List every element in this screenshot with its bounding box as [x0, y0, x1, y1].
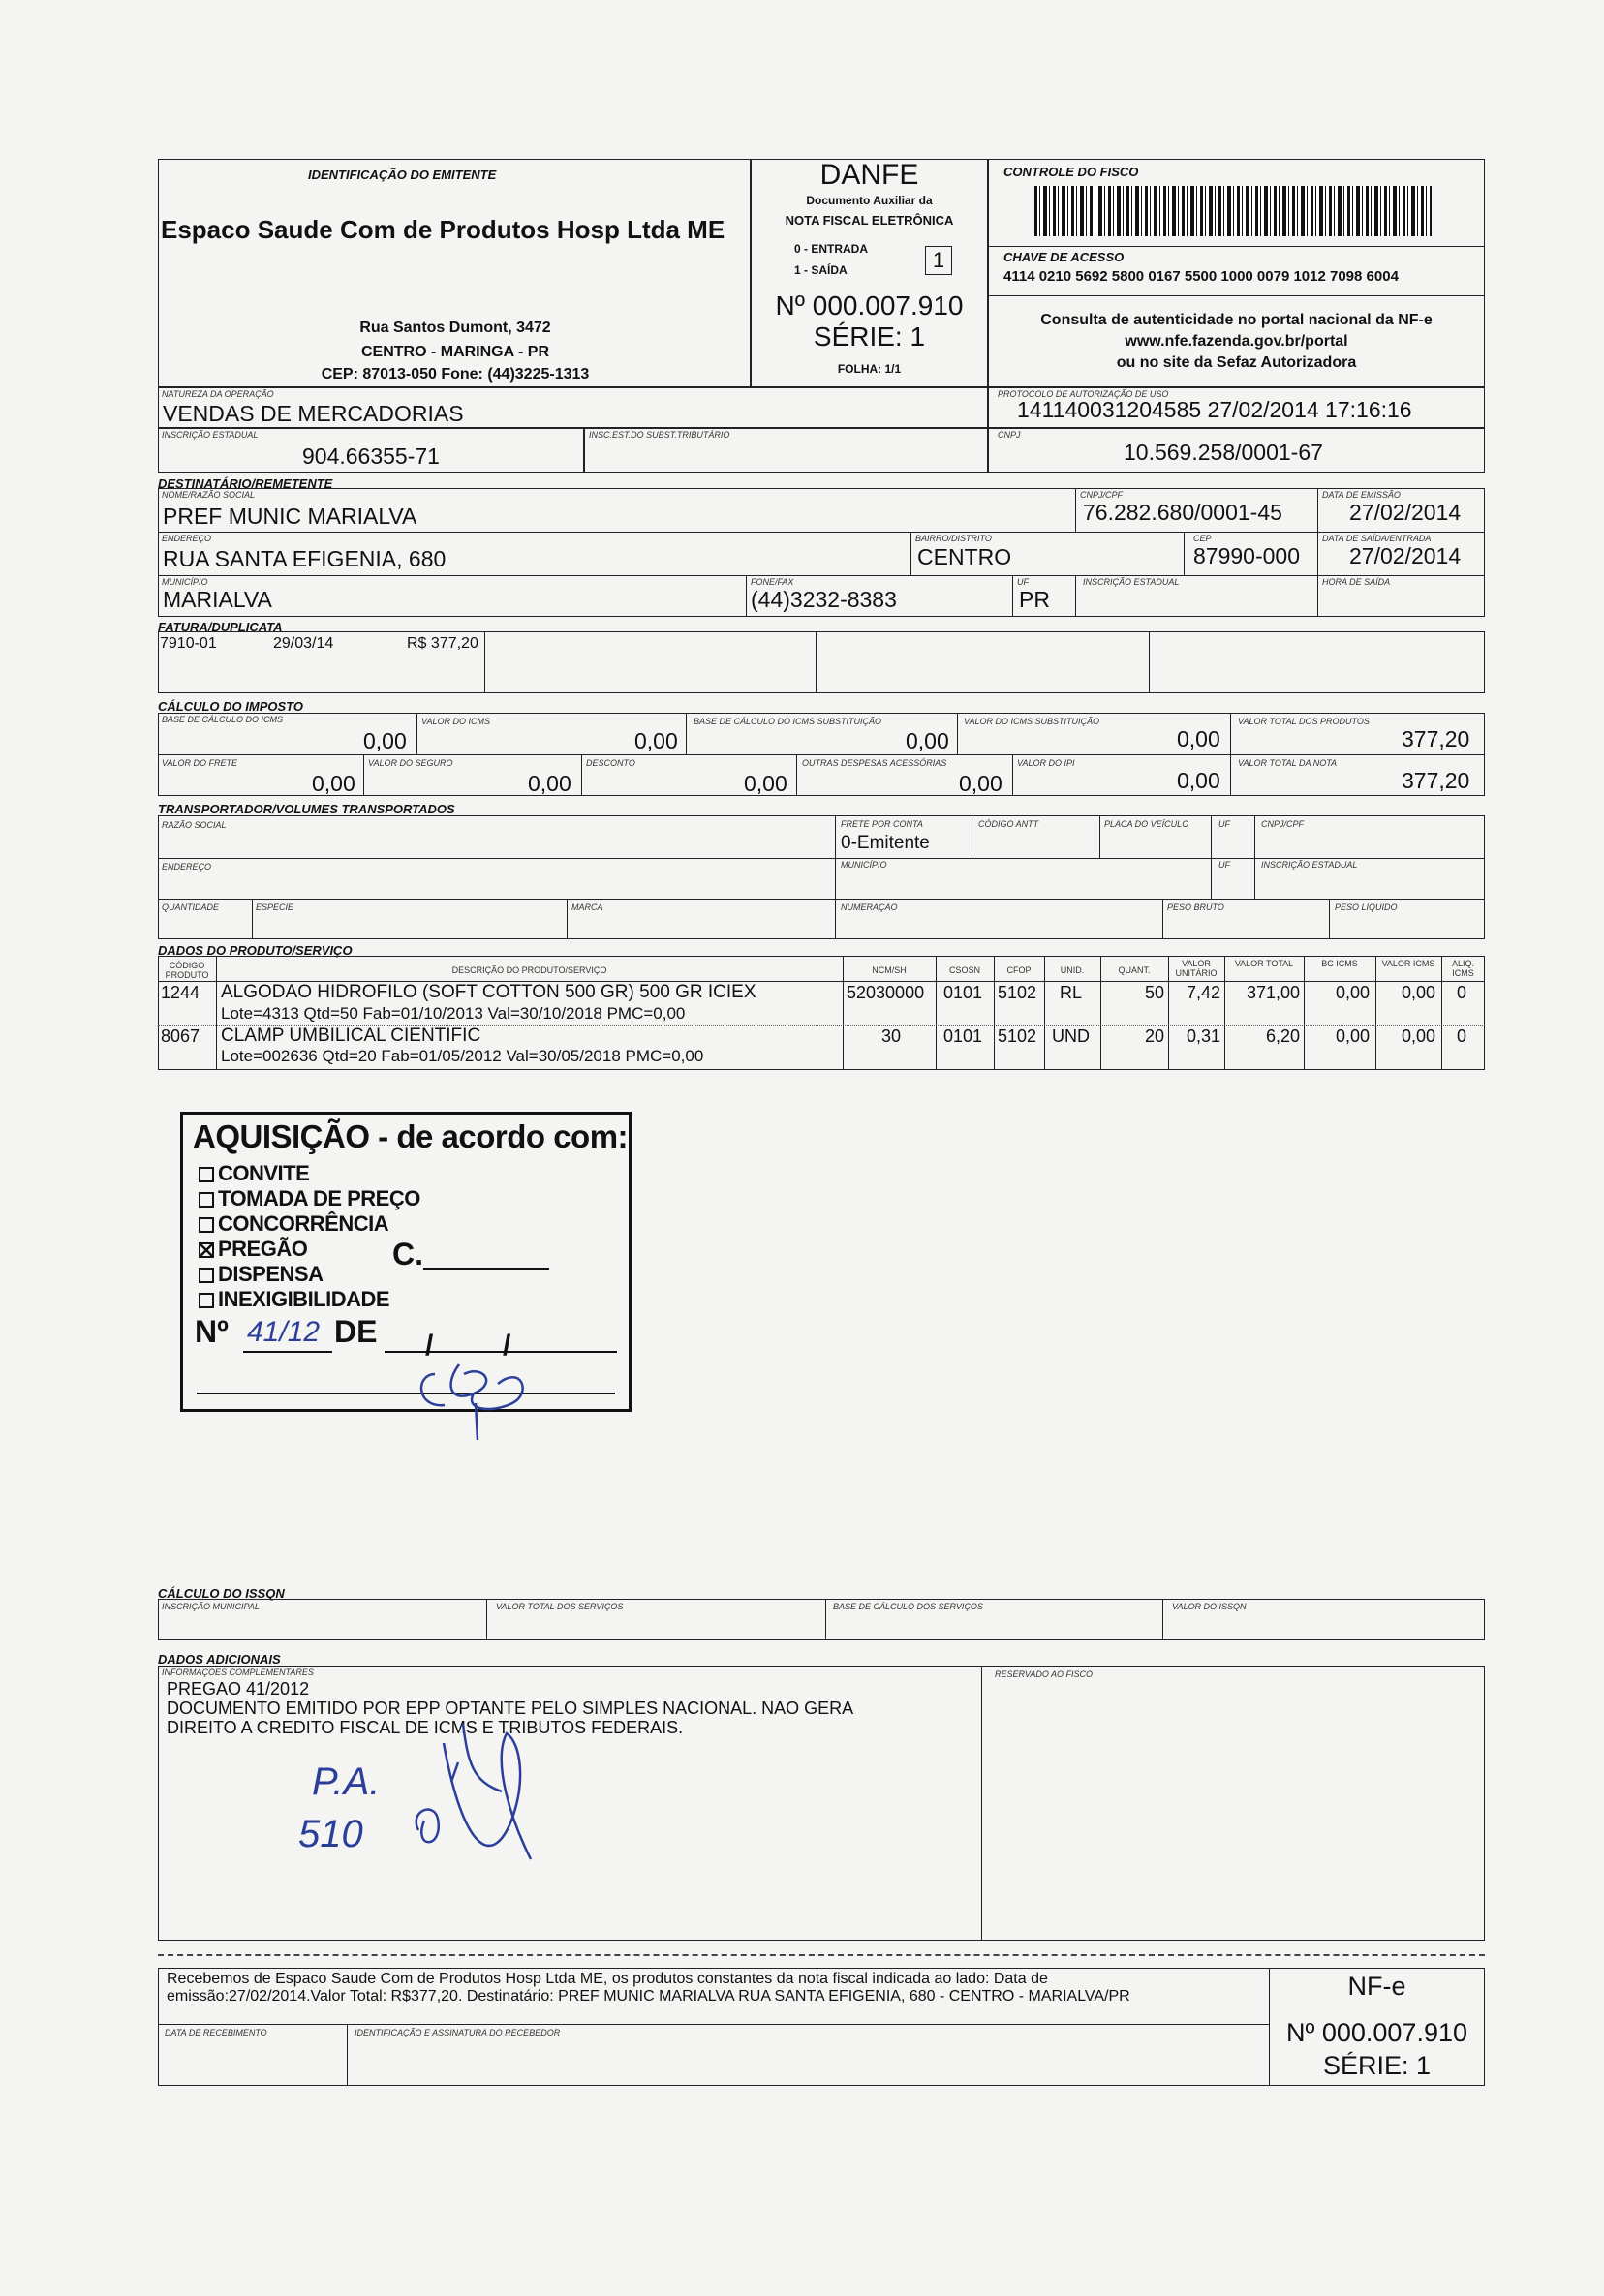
info-complementar-label: INFORMAÇÕES COMPLEMENTARES — [162, 1668, 314, 1677]
issqn-total-label: VALOR TOTAL DOS SERVIÇOS — [496, 1602, 624, 1611]
total-produtos: 377,20 — [1402, 726, 1470, 751]
transp-frete-label: FRETE POR CONTA — [841, 819, 923, 829]
dest-hora-label: HORA DE SAÍDA — [1322, 577, 1391, 587]
consulta-line3: ou no site da Sefaz Autorizadora — [1116, 354, 1357, 371]
th-quant: QUANT. — [1118, 965, 1151, 975]
th-aliq: ALIQ. ICMS — [1451, 959, 1474, 978]
desconto-label: DESCONTO — [586, 758, 635, 768]
total-nota: 377,20 — [1402, 768, 1470, 793]
emitente-address2: CENTRO - MARINGA - PR — [360, 344, 550, 360]
consulta-line2: www.nfe.fazenda.gov.br/portal — [1125, 333, 1348, 350]
dest-saida: 27/02/2014 — [1349, 543, 1462, 568]
transp-numeracao-label: NUMERAÇÃO — [841, 903, 898, 912]
th-vtotal: VALOR TOTAL — [1234, 959, 1294, 968]
item1-bc: 0,00 — [1335, 983, 1370, 1002]
issqn-box — [158, 1599, 1485, 1640]
stamp-pregao-label: PREGÃO — [218, 1237, 308, 1261]
canhoto-text1: Recebemos de Espaco Saude Com de Produtos Hosp Ltda ME, os produtos constantes da nota fiscal indicada ao lado: Data de — [167, 1971, 1048, 1987]
item1-quant: 50 — [1144, 983, 1164, 1002]
item1-lote: Lote=4313 Qtd=50 Fab=01/10/2013 Val=30/10/2018 PMC=0,00 — [221, 1004, 686, 1023]
stamp-item-convite — [199, 1161, 309, 1186]
stamp-item-inexigibilidade — [199, 1287, 389, 1312]
canhoto-assinatura-label: IDENTIFICAÇÃO E ASSINATURA DO RECEBEDOR — [355, 2028, 561, 2037]
dest-emissao-label: DATA DE EMISSÃO — [1322, 490, 1401, 500]
dest-saida-label: DATA DE SAÍDA/ENTRADA — [1322, 534, 1432, 543]
dest-nome-label: NOME/RAZÃO SOCIAL — [162, 490, 256, 500]
cnpj-emit-value: 10.569.258/0001-67 — [1124, 440, 1323, 465]
danfe-title: DANFE — [819, 159, 919, 191]
emitente-section-label: IDENTIFICAÇÃO DO EMITENTE — [308, 168, 497, 182]
transp-frete: 0-Emitente — [841, 833, 930, 853]
protocolo-value: 141140031204585 27/02/2014 17:16:16 — [1017, 397, 1412, 422]
valor-icms-st: 0,00 — [1177, 726, 1220, 751]
canhoto-text2: emissão:27/02/2014.Valor Total: R$377,20. Destinatário: PREF MUNIC MARIALVA RUA SANTA EFIGENIA, 680 - CENTRO - MARIALVA/PR — [167, 1988, 1130, 2005]
dest-cep: 87990-000 — [1193, 543, 1300, 568]
stamp-numero-hand: 41/12 — [247, 1316, 321, 1348]
th-unid: UNID. — [1060, 965, 1085, 975]
stamp-title: AQUISIÇÃO - de acordo com: — [193, 1118, 629, 1154]
transp-uf-label: UF — [1218, 819, 1230, 829]
checkbox-dispensa — [199, 1268, 214, 1283]
stamp-tomada-label: TOMADA DE PREÇO — [218, 1186, 420, 1210]
barcode — [1034, 186, 1432, 236]
dest-municipio: MARIALVA — [163, 587, 272, 612]
th-descricao: DESCRIÇÃO DO PRODUTO/SERVIÇO — [451, 965, 607, 975]
ie-st-label: INSC.EST.DO SUBST.TRIBUTÁRIO — [589, 430, 730, 440]
dest-fone-label: FONE/FAX — [751, 577, 794, 587]
transp-peso-bruto-label: PESO BRUTO — [1167, 903, 1224, 912]
dest-emissao: 27/02/2014 — [1349, 500, 1462, 525]
stamp-item-dispensa — [199, 1262, 323, 1287]
item1-cfop: 5102 — [998, 983, 1037, 1002]
outras: 0,00 — [959, 771, 1002, 796]
item1-csosn: 0101 — [943, 983, 983, 1002]
transp-especie-label: ESPÉCIE — [256, 903, 294, 912]
checkbox-concorrencia — [199, 1217, 214, 1233]
dest-uf: PR — [1019, 587, 1050, 612]
canhoto-data-label: DATA DE RECEBIMENTO — [165, 2028, 267, 2037]
transp-ie-label: INSCRIÇÃO ESTADUAL — [1261, 860, 1358, 870]
transp-razao-label: RAZÃO SOCIAL — [162, 820, 227, 830]
issqn-base-label: BASE DE CÁLCULO DOS SERVIÇOS — [833, 1602, 983, 1611]
emitente-name: Espaco Saude Com de Produtos Hosp Ltda ME — [161, 215, 725, 244]
item2-codigo: 8067 — [161, 1026, 200, 1046]
canhoto-numero: Nº 000.007.910 — [1285, 2018, 1467, 2047]
fatura-valor: R$ 377,20 — [407, 635, 478, 652]
th-csosn: CSOSN — [948, 965, 980, 975]
seguro-label: VALOR DO SEGURO — [368, 758, 453, 768]
natureza-label: NATUREZA DA OPERAÇÃO — [162, 389, 274, 399]
bc-icms-st: 0,00 — [906, 728, 949, 753]
fatura-numero: 7910-01 — [160, 635, 217, 652]
dest-cep-label: CEP — [1193, 534, 1212, 543]
transp-peso-liquido-label: PESO LÍQUIDO — [1335, 903, 1398, 912]
frete: 0,00 — [312, 771, 355, 796]
bc-icms-label: BASE DE CÁLCULO DO ICMS — [162, 715, 284, 724]
item2-csosn: 0101 — [943, 1026, 983, 1046]
dest-ie-label: INSCRIÇÃO ESTADUAL — [1083, 577, 1180, 587]
stamp-numero-label: Nº — [195, 1314, 229, 1349]
frete-label: VALOR DO FRETE — [162, 758, 238, 768]
chave-label: CHAVE DE ACESSO — [1003, 250, 1125, 264]
info-line3: DIREITO A CREDITO FISCAL DE ICMS E TRIBUTOS FEDERAIS. — [167, 1718, 684, 1737]
stamp-convite-label: CONVITE — [218, 1161, 310, 1185]
item2-cfop: 5102 — [998, 1026, 1037, 1046]
transp-endereco-label: ENDEREÇO — [162, 862, 212, 872]
stamp-dispensa-label: DISPENSA — [218, 1262, 324, 1286]
natureza-value: VENDAS DE MERCADORIAS — [163, 401, 464, 426]
item1-unid: RL — [1060, 983, 1083, 1002]
transp-placa-label: PLACA DO VEÍCULO — [1104, 819, 1189, 829]
issqn-section-label: CÁLCULO DO ISSQN — [158, 1586, 285, 1601]
adicionais-section-label: DADOS ADICIONAIS — [158, 1652, 281, 1667]
info-line1: PREGAO 41/2012 — [167, 1679, 310, 1699]
bc-icms: 0,00 — [363, 728, 407, 753]
handwritten-signature — [405, 1704, 560, 1879]
valor-icms-label: VALOR DO ICMS — [421, 717, 491, 726]
seguro: 0,00 — [528, 771, 571, 796]
consulta-line1: Consulta de autenticidade no portal nacional da NF-e — [1040, 312, 1433, 328]
transp-marca-label: MARCA — [571, 903, 603, 912]
info-line2: DOCUMENTO EMITIDO POR EPP OPTANTE PELO SIMPLES NACIONAL. NAO GERA — [167, 1699, 854, 1718]
canhoto-serie: SÉRIE: 1 — [1322, 2051, 1432, 2080]
valor-icms-st-label: VALOR DO ICMS SUBSTITUIÇÃO — [964, 717, 1100, 726]
item2-bc: 0,00 — [1335, 1026, 1370, 1046]
total-produtos-label: VALOR TOTAL DOS PRODUTOS — [1238, 717, 1370, 726]
danfe-subtitle2: NOTA FISCAL ELETRÔNICA — [785, 213, 954, 228]
th-ncm: NCM/SH — [872, 965, 907, 975]
danfe-subtitle1: Documento Auxiliar da — [806, 194, 933, 207]
ipi: 0,00 — [1177, 768, 1220, 793]
destinatario-section-label: DESTINATÁRIO/REMETENTE — [158, 476, 333, 491]
valor-icms: 0,00 — [634, 728, 678, 753]
cnpj-emit-label: CNPJ — [998, 430, 1021, 440]
transp-antt-label: CÓDIGO ANTT — [978, 819, 1039, 829]
handwritten-pa: P.A. — [312, 1760, 381, 1803]
danfe-folha: FOLHA: 1/1 — [837, 362, 902, 376]
transportador-section-label: TRANSPORTADOR/VOLUMES TRANSPORTADOS — [158, 802, 455, 816]
dest-bairro: CENTRO — [917, 544, 1012, 569]
ie-value: 904.66355-71 — [302, 444, 440, 469]
stamp-item-concorrencia — [199, 1211, 388, 1237]
dest-nome: PREF MUNIC MARIALVA — [163, 504, 417, 529]
aquisicao-stamp: AQUISIÇÃO - de acordo com: CONVITE TOMADA DE PREÇO CONCORRÊNCIA PREGÃO DISPENSA C. INEXIGIBILIDADE Nº 41/12 DE / / — [180, 1112, 632, 1412]
checkbox-convite — [199, 1167, 214, 1182]
fatura-section-label: FATURA/DUPLICATA — [158, 620, 283, 634]
dest-municipio-label: MUNICÍPIO — [162, 577, 208, 587]
ie-label: INSCRIÇÃO ESTADUAL — [162, 430, 259, 440]
transp-quantidade-label: QUANTIDADE — [162, 903, 220, 912]
dest-cnpj: 76.282.680/0001-45 — [1083, 500, 1282, 525]
th-bc: BC ICMS — [1321, 959, 1358, 968]
dest-bairro-label: BAIRRO/DISTRITO — [915, 534, 992, 543]
th-vunit: VALOR UNITÁRIO — [1175, 959, 1218, 978]
item2-vunit: 0,31 — [1186, 1026, 1220, 1046]
item2-lote: Lote=002636 Qtd=20 Fab=01/05/2012 Val=30/05/2018 PMC=0,00 — [221, 1047, 704, 1065]
canhoto-nfe: NF-e — [1347, 1972, 1406, 2001]
issqn-valor-label: VALOR DO ISSQN — [1172, 1602, 1247, 1611]
item2-descricao: CLAMP UMBILICAL CIENTIFIC — [221, 1026, 481, 1046]
checkbox-pregao-checked — [199, 1242, 214, 1258]
item1-codigo: 1244 — [161, 983, 200, 1002]
outras-label: OUTRAS DESPESAS ACESSÓRIAS — [802, 758, 947, 768]
th-cfop: CFOP — [1006, 965, 1032, 975]
stamp-signature — [406, 1335, 541, 1442]
item1-aliq: 0 — [1457, 983, 1467, 1002]
fatura-vencimento: 29/03/14 — [273, 635, 334, 652]
item2-vicms: 0,00 — [1401, 1026, 1435, 1046]
item2-unid: UND — [1052, 1026, 1090, 1046]
transportador-box — [158, 815, 1485, 939]
bc-icms-st-label: BASE DE CÁLCULO DO ICMS SUBSTITUIÇÃO — [694, 717, 882, 726]
item2-vtotal: 6,20 — [1265, 1026, 1300, 1046]
transp-municipio-label: MUNICÍPIO — [841, 860, 887, 870]
danfe-tipo: 1 — [925, 246, 952, 275]
transp-uf2-label: UF — [1218, 860, 1230, 870]
stamp-inexigibilidade-label: INEXIGIBILIDADE — [218, 1287, 390, 1311]
dest-uf-label: UF — [1017, 577, 1029, 587]
produtos-section-label: DADOS DO PRODUTO/SERVIÇO — [158, 943, 353, 958]
stamp-item-pregao — [199, 1237, 307, 1262]
chave-acesso: 4114 0210 5692 5800 0167 5500 1000 0079 1012 7098 6004 — [1003, 268, 1399, 285]
handwritten-510: 510 — [298, 1813, 363, 1855]
danfe-saida: 1 - SAÍDA — [794, 263, 848, 277]
stamp-concorrencia-label: CONCORRÊNCIA — [218, 1211, 389, 1236]
dest-endereco: RUA SANTA EFIGENIA, 680 — [163, 546, 447, 571]
item2-aliq: 0 — [1457, 1026, 1467, 1046]
imposto-section-label: CÁLCULO DO IMPOSTO — [158, 699, 303, 714]
checkbox-tomada — [199, 1192, 214, 1208]
danfe-entrada: 0 - ENTRADA — [794, 242, 869, 256]
th-codigo: CÓDIGO PRODUTO — [165, 961, 209, 980]
dest-fone: (44)3232-8383 — [751, 587, 897, 612]
protocolo-label: PROTOCOLO DE AUTORIZAÇÃO DE USO — [998, 389, 1169, 399]
issqn-inscricao-label: INSCRIÇÃO MUNICIPAL — [162, 1602, 260, 1611]
fatura-box — [158, 631, 1485, 693]
emitente-address3: CEP: 87013-050 Fone: (44)3225-1313 — [321, 366, 590, 383]
dest-endereco-label: ENDEREÇO — [162, 534, 212, 543]
danfe-serie: SÉRIE: 1 — [813, 321, 926, 352]
dest-cnpj-label: CNPJ/CPF — [1080, 490, 1124, 500]
item1-descricao: ALGODAO HIDROFILO (SOFT COTTON 500 GR) 500 GR ICIEX — [221, 982, 756, 1002]
item2-ncm: 30 — [880, 1026, 901, 1046]
stamp-item-tomada — [199, 1186, 420, 1211]
item2-quant: 20 — [1144, 1026, 1164, 1046]
reservado-fisco-label: RESERVADO AO FISCO — [995, 1669, 1094, 1679]
danfe-numero: Nº 000.007.910 — [775, 291, 964, 321]
transp-cnpj-label: CNPJ/CPF — [1261, 819, 1305, 829]
th-vicms: VALOR ICMS — [1381, 959, 1435, 968]
item1-vunit: 7,42 — [1186, 983, 1220, 1002]
checkbox-inexigibilidade — [199, 1293, 214, 1308]
stamp-de-label: DE — [334, 1314, 378, 1349]
emitente-address1: Rua Santos Dumont, 3472 — [359, 320, 551, 336]
ipi-label: VALOR DO IPI — [1017, 758, 1075, 768]
item1-vicms: 0,00 — [1401, 983, 1435, 1002]
fisco-label: CONTROLE DO FISCO — [1003, 165, 1139, 179]
item1-ncm: 52030000 — [847, 983, 925, 1002]
item1-vtotal: 371,00 — [1246, 983, 1300, 1002]
stamp-c-label: C. — [392, 1237, 423, 1271]
desconto: 0,00 — [744, 771, 787, 796]
total-nota-label: VALOR TOTAL DA NOTA — [1238, 758, 1338, 768]
